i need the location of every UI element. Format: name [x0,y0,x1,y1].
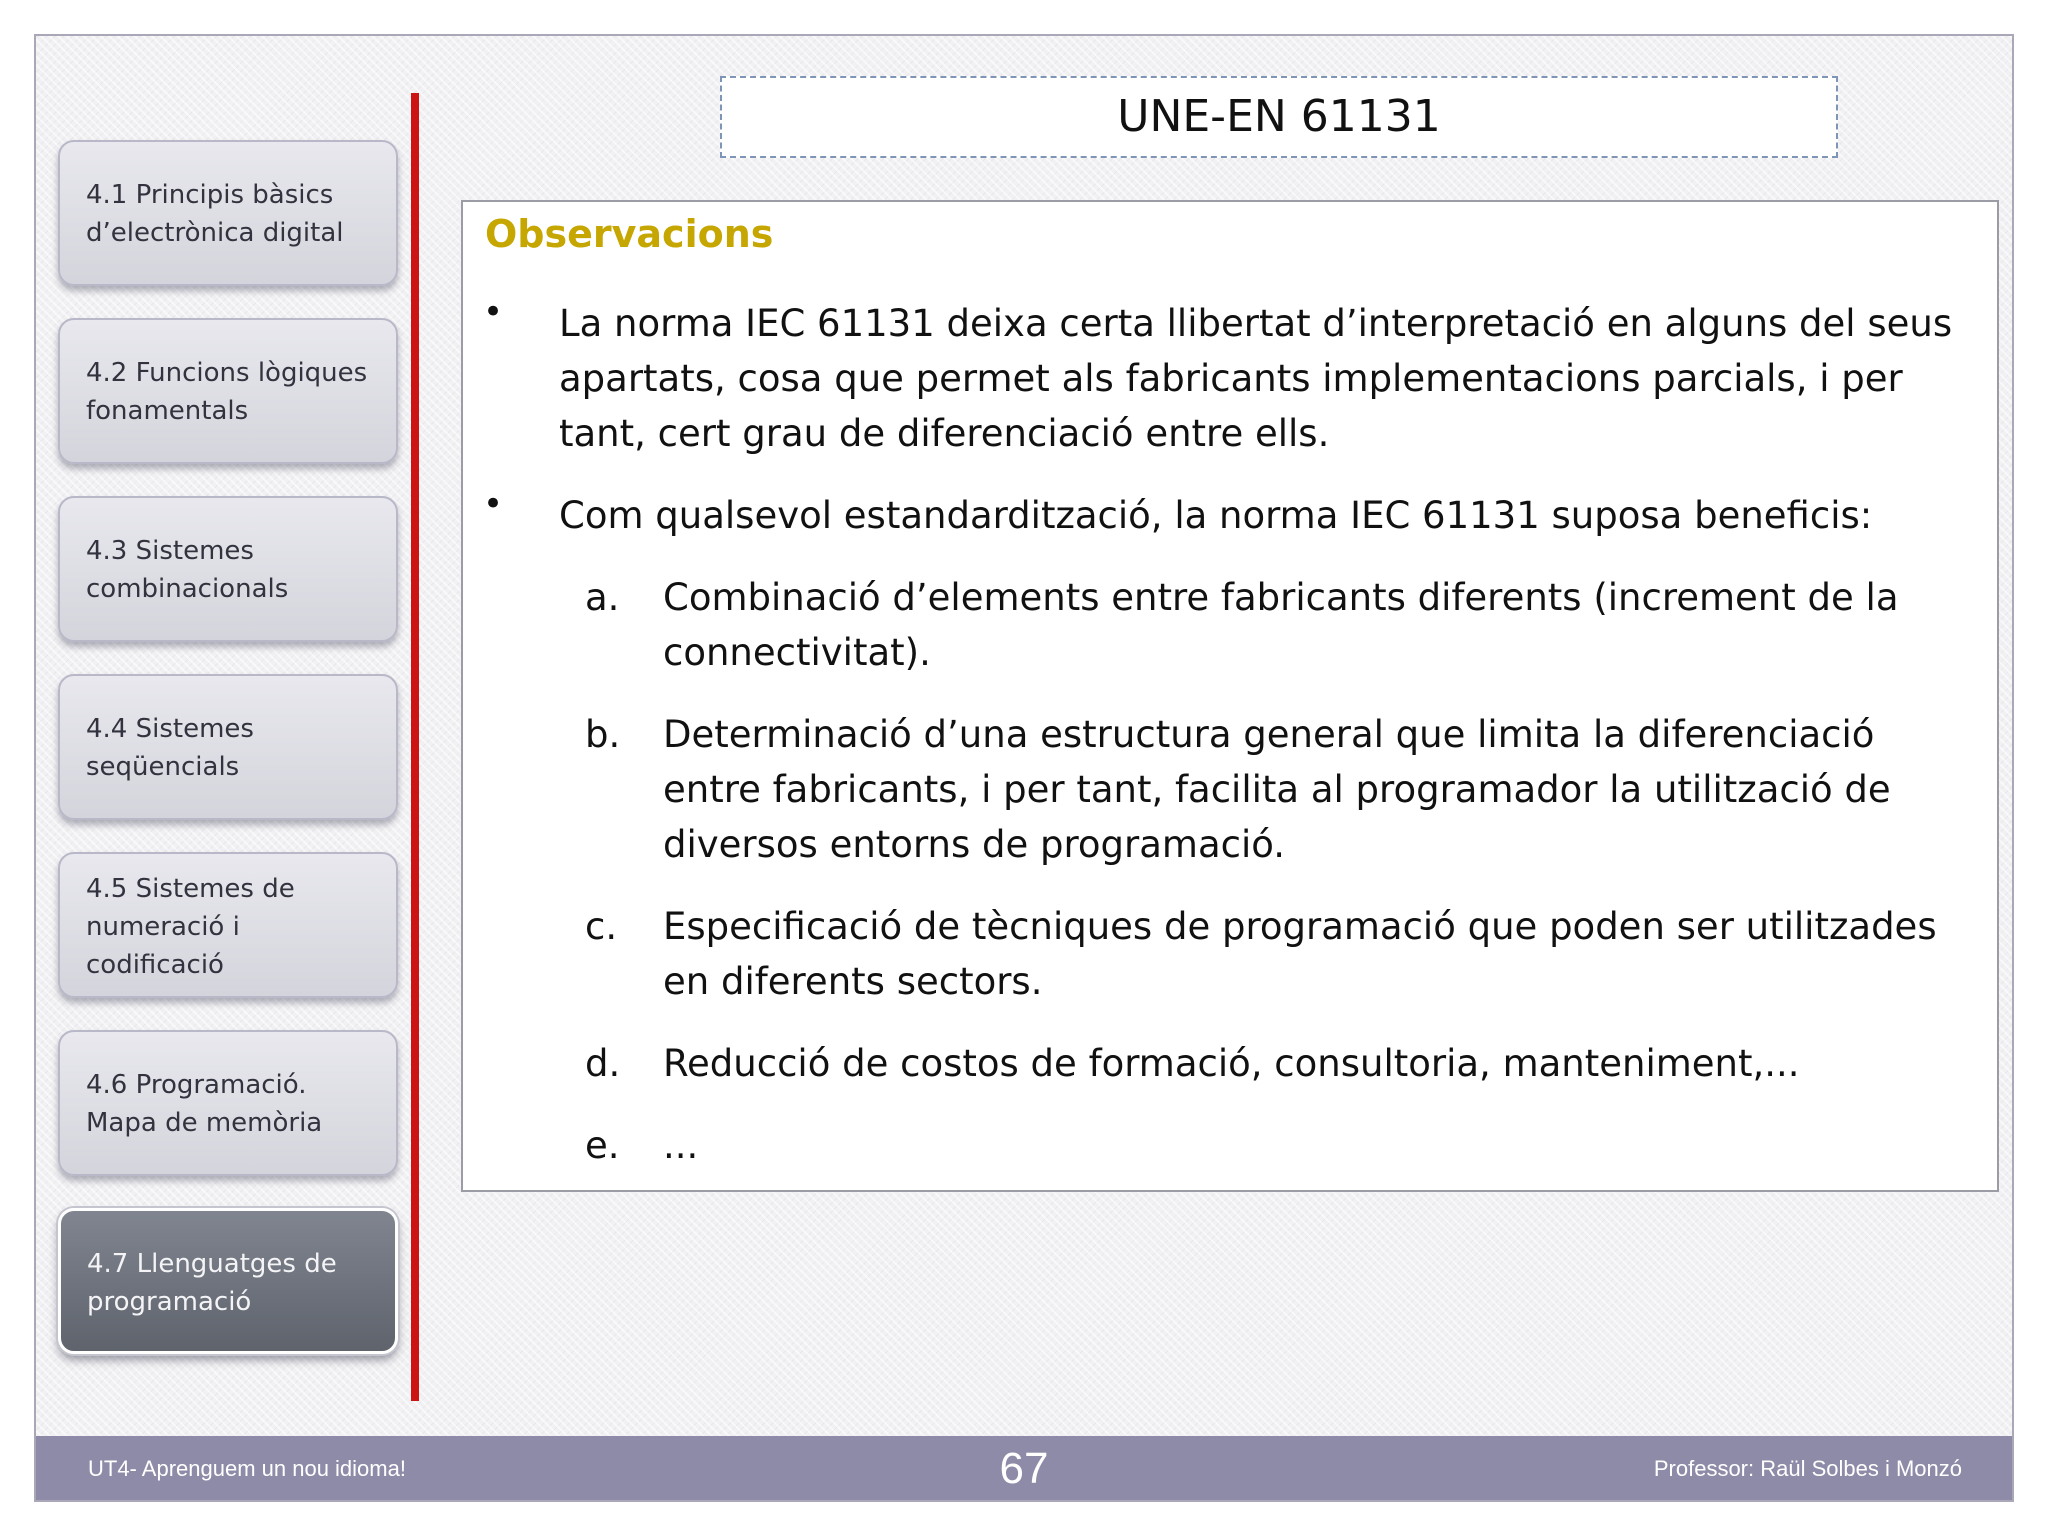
footer-author: Professor: Raül Solbes i Monzó [1653,1456,1962,1481]
list-marker: a. [585,576,620,619]
slide [34,34,2014,1502]
accent-divider [411,93,419,1401]
nav-item-label: 4.2 Funcions lògiques fonamentals [86,358,368,426]
nav-item-label: 4.5 Sistemes de numeració i codificació [86,874,295,980]
nav-item-4-4[interactable] [58,674,398,820]
nav-item-4-5[interactable] [58,852,398,998]
list-item: Determinació d’una estructura general que limita la diferenciació entre fabricants, i per tant, facilita al programador la utilització de diversos entorns de programació. [663,713,1891,866]
nav-item-4-7-active[interactable] [58,1208,398,1354]
nav-item-4-3[interactable] [58,496,398,642]
list-marker: d. [585,1042,621,1085]
list-item: Reducció de costos de formació, consultoria, manteniment,... [663,1042,1800,1085]
list-item: ... [663,1124,699,1167]
nav-item-label: 4.6 Programació. Mapa de memòria [86,1070,323,1138]
nav-item-4-1[interactable] [58,140,398,286]
nav-item-label: 4.7 Llenguatges de programació [87,1249,337,1317]
list-item: Especificació de tècniques de programació que poden ser utilitzades en diferents sectors. [663,905,1937,1003]
bullet-icon: • [483,484,504,524]
page-title: UNE-EN 61131 [720,76,1838,158]
list-item: Combinació d’elements entre fabricants diferents (increment de la connectivitat). [663,576,1899,674]
list-marker: e. [585,1124,620,1167]
nav-item-label: 4.1 Principis bàsics d’electrònica digital [86,180,344,248]
footer-course-title: UT4- Aprenguem un nou idioma! [88,1456,406,1481]
bullet-paragraph: La norma IEC 61131 deixa certa llibertat d’interpretació en alguns del seus apartats, cosa que permet als fabricants implementacions parcials, i per tant, cert grau de diferenciació entre ells. [559,302,1953,455]
bullet-paragraph: Com qualsevol estandardització, la norma IEC 61131 suposa beneficis: [559,494,1873,537]
page-number: 67 [999,1444,1049,1493]
nav-item-label: 4.4 Sistemes seqüencials [86,714,254,782]
footer-bar [36,1436,2012,1502]
list-marker: b. [585,713,621,756]
content-panel [461,200,1999,1192]
section-heading: Observacions [485,212,774,256]
nav-item-4-6[interactable] [58,1030,398,1176]
bullet-icon: • [483,292,504,332]
list-marker: c. [585,905,618,948]
nav-item-label: 4.3 Sistemes combinacionals [86,536,289,604]
nav-item-4-2[interactable] [58,318,398,464]
